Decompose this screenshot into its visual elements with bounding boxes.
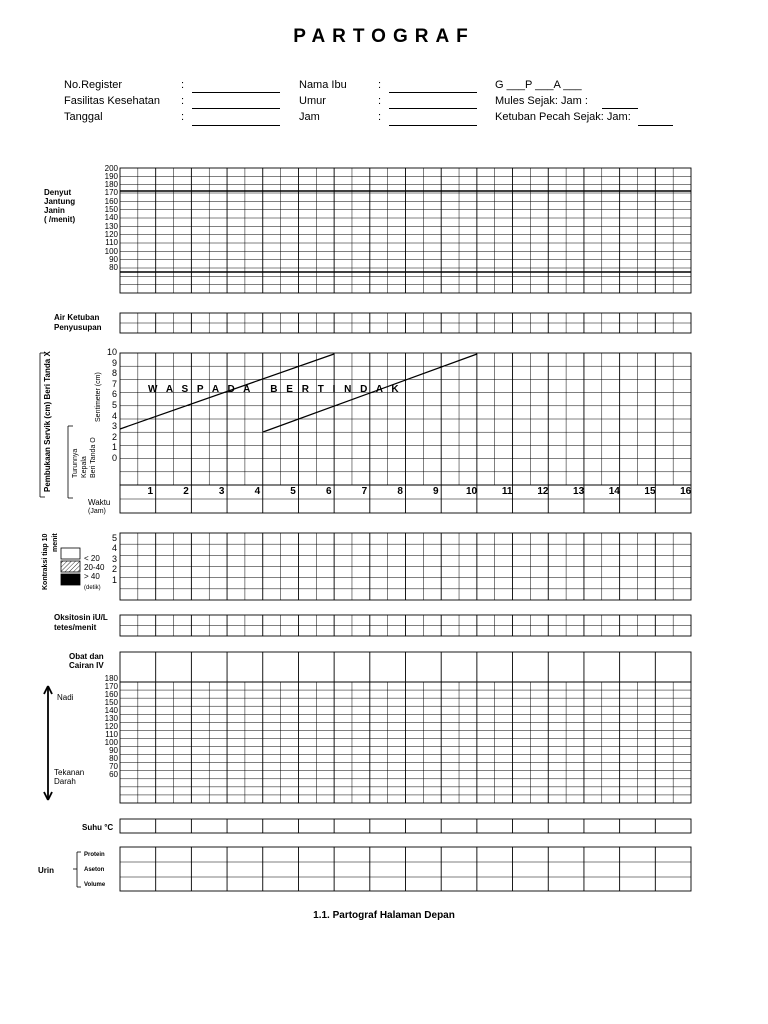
- hour-label-6: 6: [325, 486, 332, 497]
- djj-label-3: Janin: [44, 206, 65, 215]
- nadi-tick-110: 110: [105, 729, 118, 739]
- djj-tick-150: 150: [104, 205, 118, 215]
- nadi-tick-160: 160: [104, 689, 118, 699]
- pembukaan-servik-label: Pembukaan Servik (cm) Beri Tanda X: [43, 351, 52, 492]
- djj-tick-180: 180: [104, 180, 118, 190]
- page-title: PARTOGRAF: [293, 26, 475, 47]
- colon: :: [378, 95, 382, 107]
- legend-box-lt20: [61, 548, 80, 559]
- djj-tick-160: 160: [104, 196, 118, 206]
- serviks-tick-9: 9: [111, 357, 117, 368]
- nadi-tick-180: 180: [104, 673, 118, 683]
- serviks-tick-2: 2: [111, 431, 117, 442]
- serviks-tick-10: 10: [106, 347, 117, 357]
- waspada-bertindak-text: W A S P A D A B E R T I N D A K: [148, 384, 402, 395]
- nadi-tick-140: 140: [104, 705, 118, 715]
- colon: :: [181, 111, 185, 123]
- hour-label-9: 9: [433, 486, 439, 497]
- kontraksi-tick-5: 5: [111, 532, 117, 543]
- waktu-label: Waktu: [88, 498, 111, 507]
- hour-label-14: 14: [608, 486, 620, 497]
- kontraksi-tick-2: 2: [111, 564, 117, 575]
- hour-label-16: 16: [680, 486, 692, 497]
- label-no-register: No.Register: [64, 79, 123, 91]
- oksitosin-label: Oksitosin iU/L: [54, 613, 108, 622]
- djj-tick-190: 190: [104, 171, 118, 181]
- djj-tick-130: 130: [104, 221, 118, 231]
- hour-label-7: 7: [361, 486, 368, 497]
- serviks-tick-1: 1: [111, 442, 117, 453]
- hour-label-5: 5: [290, 486, 296, 497]
- djj-label-4: ( /menit): [44, 215, 76, 224]
- nadi-tick-100: 100: [104, 737, 118, 747]
- label-fasilitas: Fasilitas Kesehatan: [64, 95, 160, 107]
- volume-label: Volume: [84, 882, 106, 888]
- serviks-tick-3: 3: [111, 421, 117, 432]
- darah-label: Darah: [54, 777, 76, 786]
- label-mules: Mules Sejak: Jam :: [495, 95, 588, 107]
- serviks-tick-8: 8: [111, 368, 117, 379]
- nadi-tick-60: 60: [109, 770, 118, 780]
- colon: :: [181, 95, 185, 107]
- kontraksi-tick-4: 4: [111, 543, 117, 554]
- legend-box-gt40: [61, 574, 80, 585]
- hour-label-13: 13: [573, 486, 585, 497]
- kepala-label: Kepala: [81, 456, 88, 478]
- tetes-label: tetes/menit: [54, 623, 97, 632]
- serviks-tick-0: 0: [111, 453, 117, 463]
- hour-label-3: 3: [218, 486, 225, 497]
- djj-tick-110: 110: [105, 238, 118, 248]
- legend-detik: (detik): [84, 585, 101, 591]
- djj-tick-170: 170: [104, 188, 118, 198]
- nadi-tick-150: 150: [104, 697, 118, 707]
- djj-tick-90: 90: [109, 255, 118, 265]
- label-umur: Umur: [299, 95, 326, 107]
- djj-tick-140: 140: [104, 213, 118, 223]
- colon: :: [378, 111, 382, 123]
- protein-label: Protein: [84, 852, 105, 858]
- serviks-tick-5: 5: [111, 400, 117, 410]
- serviks-tick-6: 6: [111, 389, 117, 400]
- nadi-label: Nadi: [57, 693, 74, 702]
- label-gpa: G ___P ___A ___: [495, 79, 582, 91]
- nadi-tick-90: 90: [109, 745, 118, 755]
- figure-caption: 1.1. Partograf Halaman Depan: [313, 910, 455, 921]
- nadi-tick-170: 170: [104, 681, 118, 691]
- nadi-tick-70: 70: [109, 762, 118, 772]
- nadi-tick-130: 130: [104, 713, 118, 723]
- kontraksi-label-2: menit: [52, 533, 59, 552]
- penyusupan-label: Penyusupan: [54, 323, 102, 332]
- hour-label-11: 11: [501, 486, 513, 497]
- label-tanggal: Tanggal: [64, 111, 103, 123]
- tekanan-label: Tekanan: [54, 768, 85, 777]
- air-ketuban-label: Air Ketuban: [54, 313, 100, 322]
- hour-label-2: 2: [183, 486, 189, 497]
- djj-label-2: Jantung: [44, 197, 76, 206]
- kontraksi-label-1: Kontraksi tiap 10: [42, 533, 49, 590]
- hour-label-8: 8: [397, 486, 403, 497]
- hour-label-15: 15: [644, 486, 656, 497]
- label-nama-ibu: Nama Ibu: [299, 79, 347, 91]
- hour-label-10: 10: [465, 486, 478, 497]
- label-ketuban: Ketuban Pecah Sejak: Jam:: [495, 111, 631, 123]
- label-jam: Jam: [299, 111, 320, 123]
- aseton-label: Aseton: [84, 867, 105, 873]
- sentimeter-label: Sentimeter (cm): [95, 372, 102, 422]
- legend-box-20-40: [61, 561, 80, 572]
- hour-label-1: 1: [147, 486, 154, 497]
- djj-tick-200: 200: [104, 163, 118, 173]
- suhu-label: Suhu °C: [82, 823, 114, 832]
- legend-lt20: < 20: [84, 554, 100, 563]
- turunnya-label: Turunnya: [72, 448, 79, 478]
- serviks-tick-4: 4: [111, 410, 117, 421]
- hour-label-12: 12: [537, 486, 549, 497]
- jam-label: (Jam): [88, 508, 106, 515]
- colon: :: [378, 79, 382, 91]
- obat-label: Obat dan: [69, 652, 104, 661]
- beri-tanda-o-label: Beri Tanda O: [90, 437, 97, 478]
- kontraksi-tick-3: 3: [111, 553, 117, 564]
- urin-label: Urin: [38, 866, 54, 875]
- cairan-label: Cairan IV: [69, 661, 104, 670]
- nadi-tick-120: 120: [104, 721, 118, 731]
- nadi-tick-80: 80: [109, 754, 118, 763]
- kontraksi-tick-1: 1: [111, 574, 117, 585]
- djj-tick-100: 100: [104, 246, 118, 256]
- colon: :: [181, 79, 185, 91]
- hour-label-4: 4: [254, 486, 261, 497]
- djj-tick-80: 80: [109, 263, 118, 273]
- legend-20-40: 20-40: [84, 563, 105, 572]
- djj-label-1: Denyut: [44, 188, 72, 197]
- serviks-tick-7: 7: [111, 378, 117, 389]
- djj-tick-120: 120: [104, 230, 118, 240]
- legend-gt40: > 40: [84, 572, 100, 581]
